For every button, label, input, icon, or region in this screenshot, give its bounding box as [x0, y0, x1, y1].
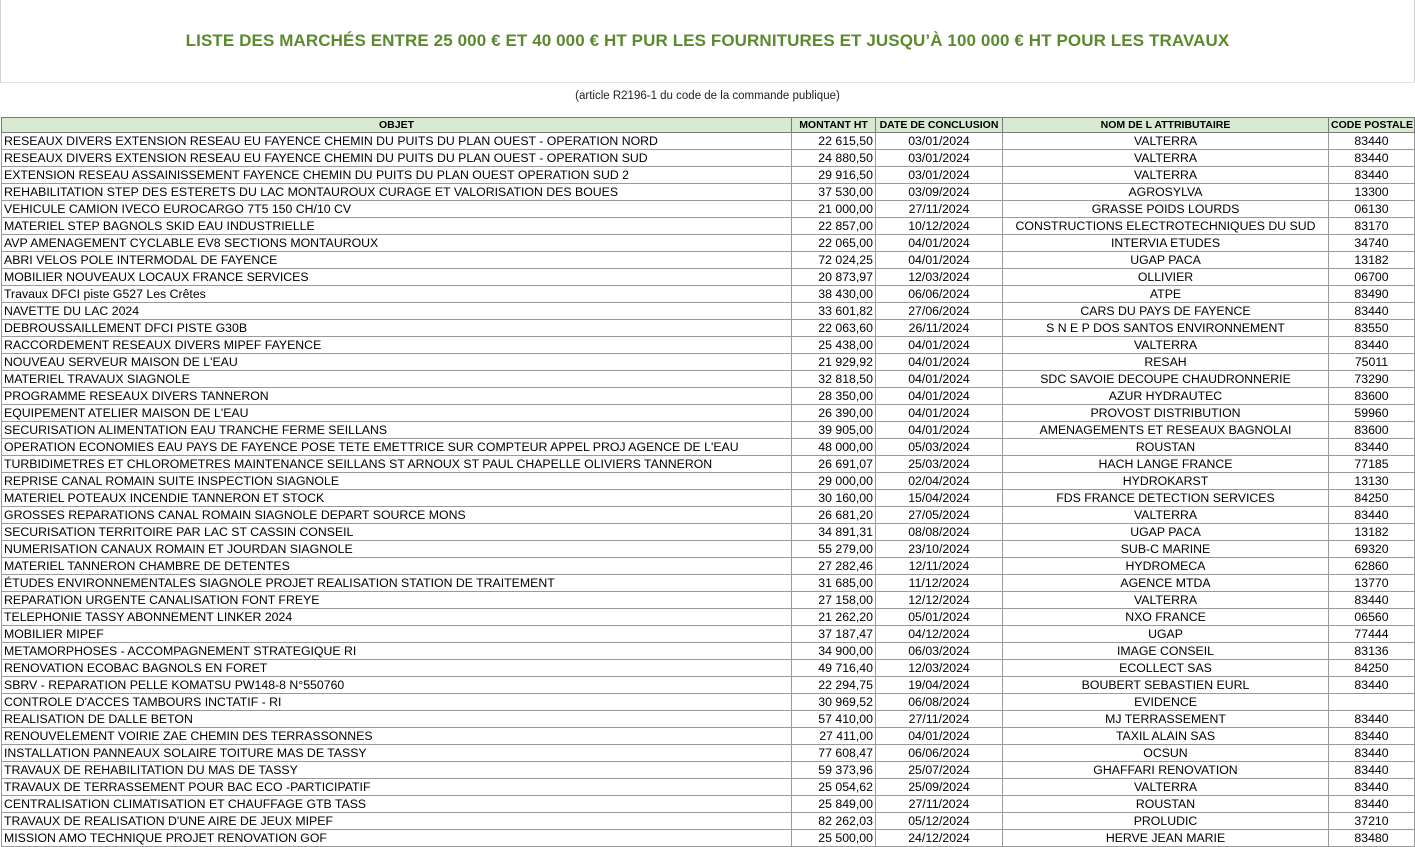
cell-nom[interactable]: ECOLLECT SAS [1003, 660, 1329, 677]
cell-cp[interactable]: 83440 [1329, 762, 1415, 779]
cell-objet[interactable]: DEBROUSSAILLEMENT DFCI PISTE G30B [2, 320, 792, 337]
cell-date[interactable]: 27/06/2024 [876, 303, 1003, 320]
cell-cp[interactable]: 83440 [1329, 728, 1415, 745]
cell-cp[interactable]: 69320 [1329, 541, 1415, 558]
cell-cp[interactable]: 83440 [1329, 711, 1415, 728]
cell-nom[interactable]: GHAFFARI RENOVATION [1003, 762, 1329, 779]
table-row [2, 592, 1415, 609]
cell-cp[interactable]: 13300 [1329, 184, 1415, 201]
cell-objet[interactable]: SECURISATION TERRITOIRE PAR LAC ST CASSIN CONSEIL [2, 524, 792, 541]
cell-date[interactable]: 12/12/2024 [876, 592, 1003, 609]
cell-cp[interactable]: 83490 [1329, 286, 1415, 303]
cell-nom[interactable]: VALTERRA [1003, 167, 1329, 184]
table-row [2, 558, 1415, 575]
cell-date[interactable]: 04/01/2024 [876, 388, 1003, 405]
cell-cp[interactable]: 84250 [1329, 660, 1415, 677]
cell-cp[interactable]: 83440 [1329, 439, 1415, 456]
cell-objet[interactable]: EXTENSION RESEAU ASSAINISSEMENT FAYENCE CHEMIN DU PUITS DU PLAN OUEST OPERATION SUD 2 [2, 167, 792, 184]
cell-montant[interactable]: 34 900,00 [792, 643, 876, 660]
table-row [2, 337, 1415, 354]
table-row [2, 150, 1415, 167]
cell-montant[interactable]: 49 716,40 [792, 660, 876, 677]
table-row [2, 133, 1415, 150]
table-row [2, 711, 1415, 728]
cell-nom[interactable]: BOUBERT SEBASTIEN EURL [1003, 677, 1329, 694]
column-header-nom[interactable]: NOM DE L ATTRIBUTAIRE [1003, 118, 1329, 133]
cell-cp[interactable]: 13182 [1329, 524, 1415, 541]
cell-date[interactable]: 12/11/2024 [876, 558, 1003, 575]
table-row [2, 201, 1415, 218]
cell-nom[interactable]: INTERVIA ETUDES [1003, 235, 1329, 252]
cell-date[interactable]: 12/03/2024 [876, 660, 1003, 677]
cell-objet[interactable]: TURBIDIMETRES ET CHLOROMETRES MAINTENANCE SEILLANS ST ARNOUX ST PAUL CHAPELLE OLIVIERS TANNERON [2, 456, 792, 473]
cell-date[interactable]: 05/01/2024 [876, 609, 1003, 626]
cell-nom[interactable]: HYDROKARST [1003, 473, 1329, 490]
cell-cp[interactable]: 83600 [1329, 422, 1415, 439]
column-header-objet[interactable]: OBJET [2, 118, 792, 133]
contracts-table [1, 117, 1415, 847]
cell-date[interactable]: 04/01/2024 [876, 252, 1003, 269]
cell-cp[interactable]: 83136 [1329, 643, 1415, 660]
cell-date[interactable]: 04/01/2024 [876, 405, 1003, 422]
cell-montant[interactable]: 22 857,00 [792, 218, 876, 235]
cell-nom[interactable]: CARS DU PAYS DE FAYENCE [1003, 303, 1329, 320]
cell-cp[interactable]: 37210 [1329, 813, 1415, 830]
cell-nom[interactable]: PROVOST DISTRIBUTION [1003, 405, 1329, 422]
cell-date[interactable]: 03/01/2024 [876, 133, 1003, 150]
cell-date[interactable]: 08/08/2024 [876, 524, 1003, 541]
cell-objet[interactable]: SECURISATION ALIMENTATION EAU TRANCHE FERME SEILLANS [2, 422, 792, 439]
table-row [2, 694, 1415, 711]
cell-montant[interactable]: 25 054,62 [792, 779, 876, 796]
cell-objet[interactable]: EQUIPEMENT ATELIER MAISON DE L'EAU [2, 405, 792, 422]
cell-objet[interactable]: MOBILIER NOUVEAUX LOCAUX FRANCE SERVICES [2, 269, 792, 286]
cell-cp[interactable]: 83440 [1329, 150, 1415, 167]
table-row [2, 371, 1415, 388]
cell-nom[interactable]: RESAH [1003, 354, 1329, 371]
cell-date[interactable]: 06/03/2024 [876, 643, 1003, 660]
cell-date[interactable]: 04/01/2024 [876, 422, 1003, 439]
cell-cp[interactable]: 83170 [1329, 218, 1415, 235]
cell-date[interactable]: 04/01/2024 [876, 371, 1003, 388]
table-row [2, 507, 1415, 524]
cell-cp[interactable]: 83440 [1329, 592, 1415, 609]
cell-nom[interactable]: CONSTRUCTIONS ELECTROTECHNIQUES DU SUD [1003, 218, 1329, 235]
cell-nom[interactable]: UGAP PACA [1003, 524, 1329, 541]
cell-objet[interactable]: ÉTUDES ENVIRONNEMENTALES SIAGNOLE PROJET REALISATION STATION DE TRAITEMENT [2, 575, 792, 592]
cell-montant[interactable]: 39 905,00 [792, 422, 876, 439]
table-row [2, 303, 1415, 320]
cell-objet[interactable]: MATERIEL POTEAUX INCENDIE TANNERON ET STOCK [2, 490, 792, 507]
cell-montant[interactable]: 27 158,00 [792, 592, 876, 609]
cell-montant[interactable]: 21 929,92 [792, 354, 876, 371]
cell-cp[interactable]: 83440 [1329, 337, 1415, 354]
cell-date[interactable]: 10/12/2024 [876, 218, 1003, 235]
cell-date[interactable]: 27/11/2024 [876, 711, 1003, 728]
cell-nom[interactable]: VALTERRA [1003, 337, 1329, 354]
cell-objet[interactable]: RENOVATION ECOBAC BAGNOLS EN FORET [2, 660, 792, 677]
table-row [2, 439, 1415, 456]
cell-cp[interactable]: 83440 [1329, 745, 1415, 762]
cell-date[interactable]: 06/06/2024 [876, 745, 1003, 762]
cell-date[interactable]: 04/01/2024 [876, 337, 1003, 354]
cell-nom[interactable]: GRASSE POIDS LOURDS [1003, 201, 1329, 218]
cell-montant[interactable]: 72 024,25 [792, 252, 876, 269]
cell-objet[interactable]: MISSION AMO TECHNIQUE PROJET RENOVATION GOF [2, 830, 792, 847]
cell-nom[interactable]: VALTERRA [1003, 150, 1329, 167]
cell-cp[interactable]: 83440 [1329, 133, 1415, 150]
cell-nom[interactable]: NXO FRANCE [1003, 609, 1329, 626]
cell-date[interactable]: 25/03/2024 [876, 456, 1003, 473]
cell-montant[interactable]: 21 000,00 [792, 201, 876, 218]
cell-cp[interactable]: 73290 [1329, 371, 1415, 388]
cell-objet[interactable]: RESEAUX DIVERS EXTENSION RESEAU EU FAYENCE CHEMIN DU PUITS DU PLAN OUEST - OPERATION NORD [2, 133, 792, 150]
cell-nom[interactable]: AZUR HYDRAUTEC [1003, 388, 1329, 405]
table-row [2, 796, 1415, 813]
cell-cp[interactable] [1329, 694, 1415, 711]
cell-montant[interactable]: 22 615,50 [792, 133, 876, 150]
page-subtitle: (article R2196-1 du code de la commande publique) [575, 90, 840, 102]
table-row [2, 660, 1415, 677]
cell-date[interactable]: 27/05/2024 [876, 507, 1003, 524]
cell-objet[interactable]: RESEAUX DIVERS EXTENSION RESEAU EU FAYENCE CHEMIN DU PUITS DU PLAN OUEST - OPERATION SUD [2, 150, 792, 167]
cell-cp[interactable]: 13130 [1329, 473, 1415, 490]
table-row [2, 779, 1415, 796]
table-row [2, 218, 1415, 235]
cell-nom[interactable]: VALTERRA [1003, 779, 1329, 796]
cell-montant[interactable]: 22 063,60 [792, 320, 876, 337]
cell-montant[interactable]: 30 969,52 [792, 694, 876, 711]
header-row [2, 118, 1415, 133]
table-row [2, 490, 1415, 507]
cell-cp[interactable]: 83550 [1329, 320, 1415, 337]
cell-date[interactable]: 23/10/2024 [876, 541, 1003, 558]
table-row [2, 388, 1415, 405]
cell-montant[interactable]: 82 262,03 [792, 813, 876, 830]
cell-cp[interactable]: 83440 [1329, 167, 1415, 184]
cell-date[interactable]: 04/01/2024 [876, 354, 1003, 371]
cell-montant[interactable]: 57 410,00 [792, 711, 876, 728]
table-row [2, 677, 1415, 694]
table-row [2, 235, 1415, 252]
cell-montant[interactable]: 32 818,50 [792, 371, 876, 388]
cell-nom[interactable]: FDS FRANCE DETECTION SERVICES [1003, 490, 1329, 507]
table-row [2, 830, 1415, 847]
cell-cp[interactable]: 83600 [1329, 388, 1415, 405]
cell-objet[interactable]: TELEPHONIE TASSY ABONNEMENT LINKER 2024 [2, 609, 792, 626]
table-row [2, 405, 1415, 422]
cell-cp[interactable]: 83440 [1329, 779, 1415, 796]
cell-cp[interactable]: 06700 [1329, 269, 1415, 286]
cell-date[interactable]: 06/06/2024 [876, 286, 1003, 303]
table-row [2, 473, 1415, 490]
table-row [2, 422, 1415, 439]
cell-montant[interactable]: 26 390,00 [792, 405, 876, 422]
cell-montant[interactable]: 25 438,00 [792, 337, 876, 354]
cell-cp[interactable]: 83480 [1329, 830, 1415, 847]
cell-montant[interactable]: 25 500,00 [792, 830, 876, 847]
cell-date[interactable]: 04/12/2024 [876, 626, 1003, 643]
cell-montant[interactable]: 38 430,00 [792, 286, 876, 303]
cell-date[interactable]: 04/01/2024 [876, 235, 1003, 252]
table-row [2, 286, 1415, 303]
table-row [2, 626, 1415, 643]
cell-date[interactable]: 27/11/2024 [876, 201, 1003, 218]
table-row [2, 609, 1415, 626]
cell-montant[interactable]: 24 880,50 [792, 150, 876, 167]
cell-objet[interactable]: VEHICULE CAMION IVECO EUROCARGO 7T5 150 CH/10 CV [2, 201, 792, 218]
cell-cp[interactable]: 75011 [1329, 354, 1415, 371]
cell-objet[interactable]: REPRISE CANAL ROMAIN SUITE INSPECTION SIAGNOLE [2, 473, 792, 490]
cell-nom[interactable]: VALTERRA [1003, 133, 1329, 150]
cell-date[interactable]: 27/11/2024 [876, 796, 1003, 813]
table-row [2, 354, 1415, 371]
cell-nom[interactable]: UGAP [1003, 626, 1329, 643]
cell-date[interactable]: 26/11/2024 [876, 320, 1003, 337]
cell-montant[interactable]: 37 187,47 [792, 626, 876, 643]
cell-montant[interactable]: 30 160,00 [792, 490, 876, 507]
cell-nom[interactable]: VALTERRA [1003, 592, 1329, 609]
cell-objet[interactable]: Travaux DFCI piste G527 Les Crêtes [2, 286, 792, 303]
cell-nom[interactable]: MJ TERRASSEMENT [1003, 711, 1329, 728]
cell-objet[interactable]: GROSSES REPARATIONS CANAL ROMAIN SIAGNOLE DEPART SOURCE MONS [2, 507, 792, 524]
cell-nom[interactable]: AMENAGEMENTS ET RESEAUX BAGNOLAI [1003, 422, 1329, 439]
cell-cp[interactable]: 62860 [1329, 558, 1415, 575]
cell-objet[interactable]: RENOUVELEMENT VOIRIE ZAE CHEMIN DES TERRASSONNES [2, 728, 792, 745]
cell-objet[interactable]: NAVETTE DU LAC 2024 [2, 303, 792, 320]
cell-date[interactable]: 11/12/2024 [876, 575, 1003, 592]
cell-nom[interactable]: EVIDENCE [1003, 694, 1329, 711]
cell-montant[interactable]: 77 608,47 [792, 745, 876, 762]
cell-date[interactable]: 03/01/2024 [876, 167, 1003, 184]
cell-nom[interactable]: PROLUDIC [1003, 813, 1329, 830]
cell-cp[interactable]: 13182 [1329, 252, 1415, 269]
cell-objet[interactable]: REHABILITATION STEP DES ESTERETS DU LAC MONTAUROUX CURAGE ET VALORISATION DES BOUES [2, 184, 792, 201]
cell-montant[interactable]: 31 685,00 [792, 575, 876, 592]
column-header-date[interactable]: DATE DE CONCLUSION [876, 118, 1003, 133]
cell-nom[interactable]: S N E P DOS SANTOS ENVIRONNEMENT [1003, 320, 1329, 337]
cell-objet[interactable]: MATERIEL TANNERON CHAMBRE DE DETENTES [2, 558, 792, 575]
cell-nom[interactable]: ROUSTAN [1003, 439, 1329, 456]
cell-objet[interactable]: TRAVAUX DE REHABILITATION DU MAS DE TASSY [2, 762, 792, 779]
cell-objet[interactable]: CONTROLE D'ACCES TAMBOURS INCTATIF - RI [2, 694, 792, 711]
cell-cp[interactable]: 34740 [1329, 235, 1415, 252]
cell-nom[interactable]: SUB-C MARINE [1003, 541, 1329, 558]
cell-objet[interactable]: CENTRALISATION CLIMATISATION ET CHAUFFAGE GTB TASS [2, 796, 792, 813]
cell-objet[interactable]: MATERIEL TRAVAUX SIAGNOLE [2, 371, 792, 388]
cell-nom[interactable]: HERVE JEAN MARIE [1003, 830, 1329, 847]
table-row [2, 269, 1415, 286]
cell-nom[interactable]: ROUSTAN [1003, 796, 1329, 813]
cell-objet[interactable]: OPERATION ECONOMIES EAU PAYS DE FAYENCE POSE TETE EMETTRICE SUR COMPTEUR APPEL PROJ AGENCE DE L'EAU [2, 439, 792, 456]
cell-date[interactable]: 05/03/2024 [876, 439, 1003, 456]
cell-objet[interactable]: TRAVAUX DE TERRASSEMENT POUR BAC ECO -PARTICIPATIF [2, 779, 792, 796]
cell-objet[interactable]: REALISATION DE DALLE BETON [2, 711, 792, 728]
cell-montant[interactable]: 20 873,97 [792, 269, 876, 286]
cell-cp[interactable]: 77444 [1329, 626, 1415, 643]
cell-cp[interactable]: 83440 [1329, 677, 1415, 694]
cell-date[interactable]: 05/12/2024 [876, 813, 1003, 830]
cell-montant[interactable]: 34 891,31 [792, 524, 876, 541]
cell-nom[interactable]: UGAP PACA [1003, 252, 1329, 269]
cell-date[interactable]: 03/09/2024 [876, 184, 1003, 201]
cell-cp[interactable]: 83440 [1329, 796, 1415, 813]
cell-nom[interactable]: HACH LANGE FRANCE [1003, 456, 1329, 473]
cell-montant[interactable]: 55 279,00 [792, 541, 876, 558]
cell-cp[interactable]: 06130 [1329, 201, 1415, 218]
cell-objet[interactable]: NUMERISATION CANAUX ROMAIN ET JOURDAN SIAGNOLE [2, 541, 792, 558]
cell-objet[interactable]: RACCORDEMENT RESEAUX DIVERS MIPEF FAYENCE [2, 337, 792, 354]
cell-nom[interactable]: ATPE [1003, 286, 1329, 303]
cell-montant[interactable]: 22 065,00 [792, 235, 876, 252]
table-row [2, 575, 1415, 592]
cell-objet[interactable]: NOUVEAU SERVEUR MAISON DE L'EAU [2, 354, 792, 371]
cell-montant[interactable]: 26 681,20 [792, 507, 876, 524]
cell-nom[interactable]: OCSUN [1003, 745, 1329, 762]
cell-montant[interactable]: 59 373,96 [792, 762, 876, 779]
cell-cp[interactable]: 84250 [1329, 490, 1415, 507]
cell-montant[interactable]: 21 262,20 [792, 609, 876, 626]
table-row [2, 456, 1415, 473]
cell-cp[interactable]: 77185 [1329, 456, 1415, 473]
cell-objet[interactable]: MOBILIER MIPEF [2, 626, 792, 643]
cell-montant[interactable]: 22 294,75 [792, 677, 876, 694]
cell-nom[interactable]: VALTERRA [1003, 507, 1329, 524]
cell-montant[interactable]: 28 350,00 [792, 388, 876, 405]
table-row [2, 643, 1415, 660]
cell-objet[interactable]: MATERIEL STEP BAGNOLS SKID EAU INDUSTRIELLE [2, 218, 792, 235]
cell-montant[interactable]: 27 411,00 [792, 728, 876, 745]
cell-cp[interactable]: 06560 [1329, 609, 1415, 626]
cell-cp[interactable]: 83440 [1329, 507, 1415, 524]
cell-date[interactable]: 02/04/2024 [876, 473, 1003, 490]
cell-nom[interactable]: IMAGE CONSEIL [1003, 643, 1329, 660]
table-row [2, 762, 1415, 779]
cell-nom[interactable]: HYDROMECA [1003, 558, 1329, 575]
cell-objet[interactable]: REPARATION URGENTE CANALISATION FONT FREYE [2, 592, 792, 609]
table-row [2, 728, 1415, 745]
cell-objet[interactable]: METAMORPHOSES - ACCOMPAGNEMENT STRATEGIQUE RI [2, 643, 792, 660]
table-row [2, 320, 1415, 337]
cell-objet[interactable]: ABRI VELOS POLE INTERMODAL DE FAYENCE [2, 252, 792, 269]
cell-objet[interactable]: SBRV - REPARATION PELLE KOMATSU PW148-8 N°550760 [2, 677, 792, 694]
cell-nom[interactable]: OLLIVIER [1003, 269, 1329, 286]
table-row [2, 252, 1415, 269]
cell-date[interactable]: 06/08/2024 [876, 694, 1003, 711]
title-block [0, 0, 1415, 83]
cell-date[interactable]: 24/12/2024 [876, 830, 1003, 847]
cell-date[interactable]: 12/03/2024 [876, 269, 1003, 286]
cell-nom[interactable]: TAXIL ALAIN SAS [1003, 728, 1329, 745]
table-row [2, 745, 1415, 762]
cell-objet[interactable]: TRAVAUX DE REALISATION D'UNE AIRE DE JEUX MIPEF [2, 813, 792, 830]
cell-cp[interactable]: 13770 [1329, 575, 1415, 592]
cell-montant[interactable]: 48 000,00 [792, 439, 876, 456]
cell-date[interactable]: 19/04/2024 [876, 677, 1003, 694]
table-row [2, 813, 1415, 830]
cell-cp[interactable]: 59960 [1329, 405, 1415, 422]
cell-date[interactable]: 15/04/2024 [876, 490, 1003, 507]
cell-montant[interactable]: 33 601,82 [792, 303, 876, 320]
cell-nom[interactable]: SDC SAVOIE DECOUPE CHAUDRONNERIE [1003, 371, 1329, 388]
page-title: LISTE DES MARCHÉS ENTRE 25 000 € ET 40 000 € HT PUR LES FOURNITURES ET JUSQU’À 100 000 € HT POUR LES TRAVAUX [185, 31, 1230, 50]
cell-montant[interactable]: 27 282,46 [792, 558, 876, 575]
table-row [2, 524, 1415, 541]
cell-date[interactable]: 25/09/2024 [876, 779, 1003, 796]
cell-montant[interactable]: 25 849,00 [792, 796, 876, 813]
cell-cp[interactable]: 83440 [1329, 303, 1415, 320]
cell-date[interactable]: 25/07/2024 [876, 762, 1003, 779]
column-header-montant[interactable]: MONTANT HT [792, 118, 876, 133]
column-header-cp[interactable]: CODE POSTALE [1329, 118, 1415, 133]
cell-montant[interactable]: 29 916,50 [792, 167, 876, 184]
cell-montant[interactable]: 37 530,00 [792, 184, 876, 201]
cell-nom[interactable]: AGROSYLVA [1003, 184, 1329, 201]
cell-date[interactable]: 04/01/2024 [876, 728, 1003, 745]
cell-montant[interactable]: 26 691,07 [792, 456, 876, 473]
cell-date[interactable]: 03/01/2024 [876, 150, 1003, 167]
table-row [2, 184, 1415, 201]
table-row [2, 541, 1415, 558]
cell-objet[interactable]: INSTALLATION PANNEAUX SOLAIRE TOITURE MAS DE TASSY [2, 745, 792, 762]
cell-objet[interactable]: PROGRAMME RESEAUX DIVERS TANNERON [2, 388, 792, 405]
cell-objet[interactable]: AVP AMENAGEMENT CYCLABLE EV8 SECTIONS MONTAUROUX [2, 235, 792, 252]
cell-nom[interactable]: AGENCE MTDA [1003, 575, 1329, 592]
cell-montant[interactable]: 29 000,00 [792, 473, 876, 490]
table-row [2, 167, 1415, 184]
